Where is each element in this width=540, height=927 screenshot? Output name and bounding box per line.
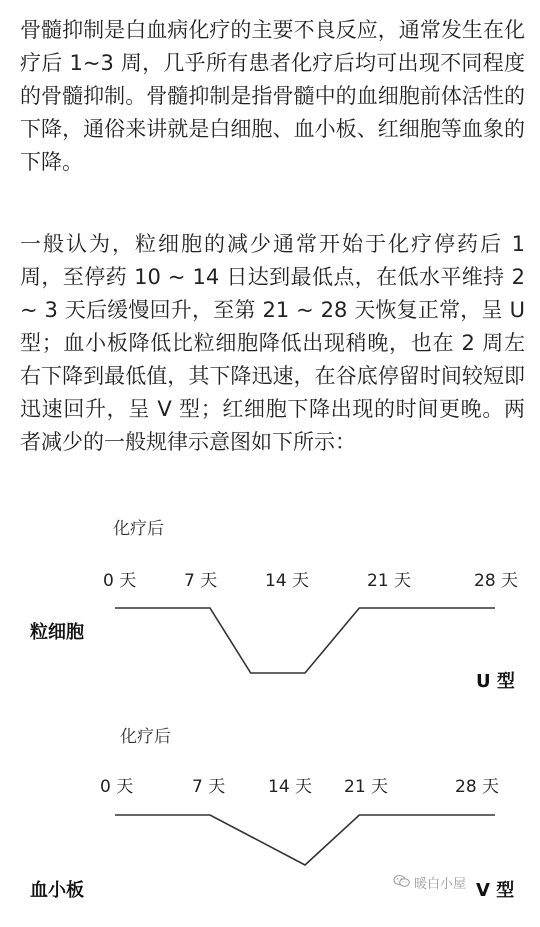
- tick-label: 14 天: [265, 571, 310, 591]
- tick-label: 14 天: [268, 777, 313, 797]
- paragraph-intro: 骨髓抑制是白血病化疗的主要不良反应，通常发生在化疗后 1~3 周，几乎所有患者化疗后均可出现不同程度的骨髓抑制。骨髓抑制是指骨髓中的血细胞前体活性的下降，通俗来讲就是白细胞、血小板、红细胞等血象的下降。: [20, 18, 525, 174]
- row-label-granulocyte: 粒细胞: [30, 622, 84, 643]
- watermark-text: 暖白小屋: [413, 877, 466, 892]
- watermark: [393, 873, 466, 892]
- tick-label: 0 天: [103, 571, 137, 591]
- granulocyte-curve-line: [115, 608, 495, 673]
- platelet-curve-line: [115, 815, 495, 865]
- tick-label: 7 天: [192, 777, 226, 797]
- tick-label: 21 天: [367, 571, 412, 591]
- figure-header: 化疗后: [113, 519, 164, 539]
- tick-label: 21 天: [344, 777, 389, 797]
- tick-label: 0 天: [100, 777, 134, 797]
- wechat-icon: [393, 874, 411, 892]
- type-label-v: V 型: [476, 880, 515, 901]
- tick-label: 7 天: [184, 571, 218, 591]
- granulocyte-figure: [0, 500, 540, 700]
- figure-header: 化疗后: [120, 727, 171, 747]
- type-label-u: U 型: [476, 671, 515, 692]
- paragraph-pattern: 一般认为，粒细胞的减少通常开始于化疗停药后 1 周，至停药 10 ~ 14 日达到最低点，在低水平维持 2 ~ 3 天后缓慢回升，至第 21 ~ 28 天恢复正常，呈 U 型；血小板降低比粒细胞降低出现稍晚，也在 2 周左右下降到最低值，其下降迅速，在谷底停留时间较短即迅速回升，呈 V 型；红细胞下降出现的时间更晚。两者减少的一般规律示意图如下所示：: [20, 232, 525, 454]
- granulocyte-curve: [0, 500, 540, 700]
- row-label-platelet: 血小板: [30, 880, 84, 901]
- tick-label: 28 天: [455, 777, 500, 797]
- tick-label: 28 天: [474, 571, 519, 591]
